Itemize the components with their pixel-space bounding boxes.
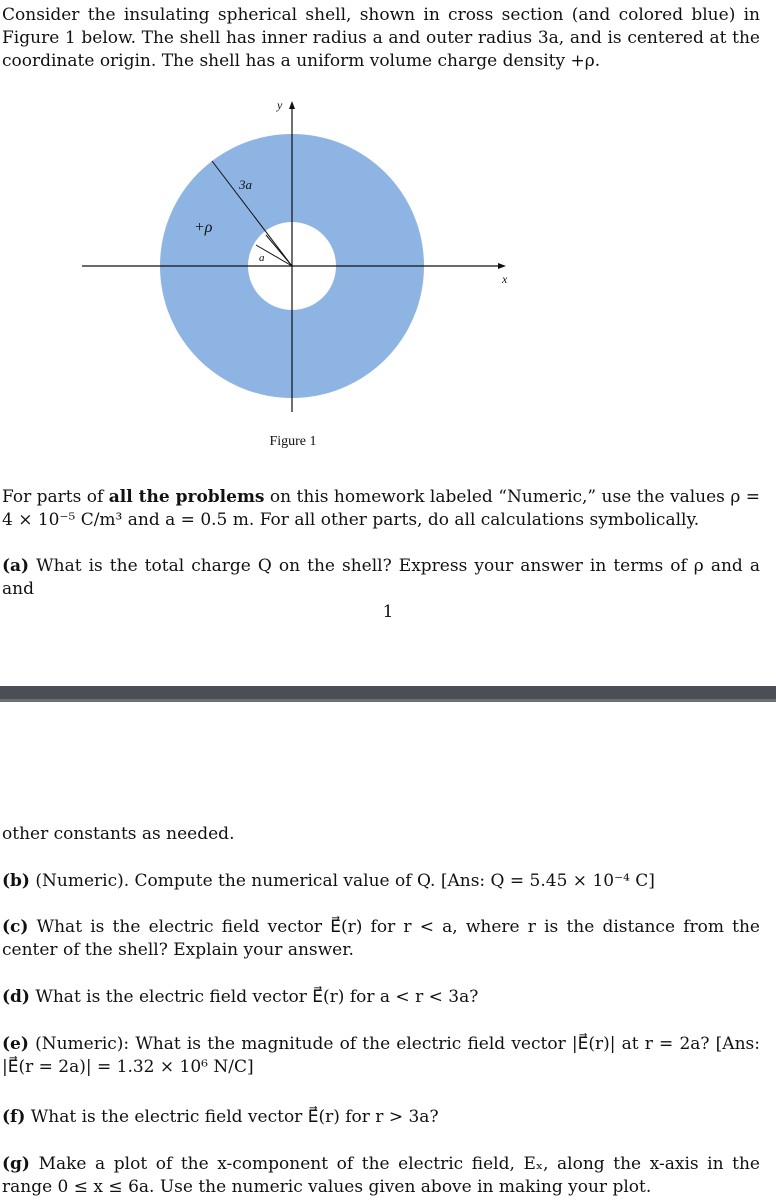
intro-paragraph: Consider the insulating spherical shell, shown in cross section (and colored blue) in Figure 1 below. The shell has inner radius a and outer radius 3a, and is centered at the coordinate origin. The shell has a uniform volume charge density +ρ. xyxy=(2,5,760,71)
part-a-label: (a) xyxy=(2,556,30,576)
part-b-text: (Numeric). Compute the numerical value of Q. [Ans: Q = 5.45 × 10⁻⁴ C] xyxy=(29,871,655,891)
part-g-text: Make a plot of the x-component of the electric field, Eₓ, along the x-axis in the range 0 ≤ x ≤ 6a. Use the numeric values given above in making your plot. xyxy=(2,1154,760,1197)
inner-radius-label: a xyxy=(259,252,265,264)
outer-radius-label: 3a xyxy=(239,177,252,192)
part-b-label: (b) xyxy=(2,871,30,891)
part-g-label: (g) xyxy=(2,1154,30,1174)
part-g xyxy=(2,1153,760,1199)
part-f-text: What is the electric field vector E⃗(r) for r > 3a? xyxy=(25,1107,439,1127)
y-axis-label: y xyxy=(277,98,283,112)
part-e-label: (e) xyxy=(2,1034,29,1054)
x-axis-label: x xyxy=(502,272,508,286)
part-d xyxy=(2,986,760,1009)
numeric-values-note xyxy=(2,486,760,532)
part-c xyxy=(2,916,760,962)
charge-density-label: +ρ xyxy=(194,219,213,236)
page-number: 1 xyxy=(382,602,394,622)
part-d-text: What is the electric field vector E⃗(r) for a < r < 3a? xyxy=(29,987,479,1007)
part-f-label: (f) xyxy=(2,1107,26,1127)
part-e xyxy=(2,1033,760,1079)
part-d-label: (d) xyxy=(2,987,30,1007)
part-b xyxy=(2,870,760,893)
note-prefix: For parts of xyxy=(2,487,109,507)
note-suffix: on this homework labeled “Numeric,” use the values ρ = 4 × 10⁻⁵ C/m³ and a = 0.5 m. For all other parts, do all calculations symbolically. xyxy=(2,487,760,530)
page-break-divider xyxy=(0,686,776,702)
part-e-text: (Numeric): What is the magnitude of the electric field vector |E⃗(r)| at r = 2a? [Ans: |E⃗(r = 2a)| = 1.32 × 10⁶ N/C] xyxy=(2,1034,760,1077)
part-c-label: (c) xyxy=(2,917,29,937)
part-c-text: What is the electric field vector E⃗(r) for r < a, where r is the distance from the center of the shell? Explain your answer. xyxy=(2,917,760,960)
x-axis-arrow xyxy=(498,263,506,269)
note-bold: all the problems xyxy=(108,487,265,507)
figure-caption: Figure 1 xyxy=(269,434,317,449)
figure-1 xyxy=(0,95,776,455)
part-a xyxy=(2,555,760,601)
part-f xyxy=(2,1106,760,1129)
y-axis-arrow xyxy=(289,101,295,109)
part-a-continuation: other constants as needed. xyxy=(2,824,235,844)
part-a-text: What is the total charge Q on the shell? Express your answer in terms of ρ and a and xyxy=(2,556,760,599)
